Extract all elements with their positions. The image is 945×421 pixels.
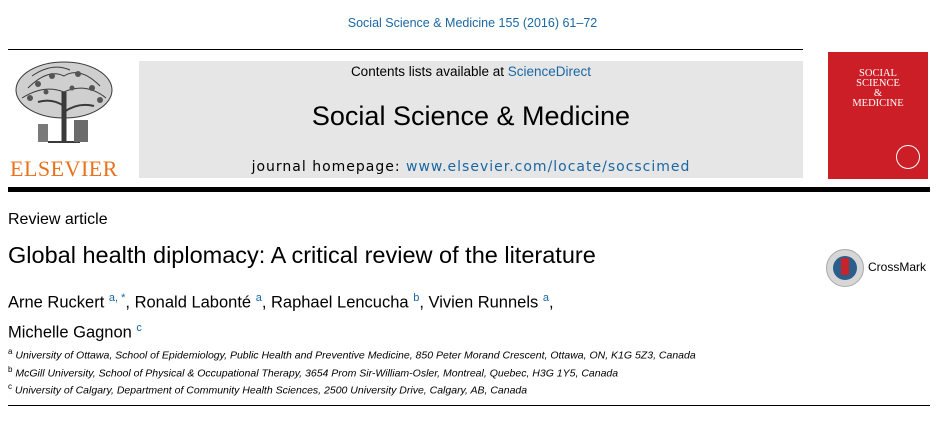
contents-prefix: Contents lists available at (350, 64, 508, 79)
citation-link[interactable]: Social Science & Medicine 155 (2016) 61–72 (347, 16, 598, 30)
header-bottom-rule (8, 187, 930, 192)
author-affiliation-mark[interactable]: a, * (108, 292, 126, 304)
affiliation-item: $^a$ University of Ottawa, School of Epidemiology, Public Health and Preventive Medicine, 850 Peter Morand Crescent, Ottawa, ON, K1G 5Z3, Canada (8, 347, 696, 362)
affiliation-item: $^c$ University of Calgary, Department of Community Health Sciences, 2500 University Drive, Calgary, AB, Canada (8, 382, 528, 397)
article-title: Global health diplomacy: A critical review of the literature (8, 242, 596, 268)
affiliation-list (8, 345, 928, 398)
author-affiliation-mark[interactable]: a (542, 292, 549, 304)
cover-line-1: SOCIAL (859, 68, 897, 79)
journal-cover-thumbnail[interactable] (828, 52, 928, 179)
author-name[interactable]: Michelle Gagnon (8, 323, 132, 341)
homepage-line (139, 159, 803, 175)
cover-line-4: MEDICINE (852, 98, 904, 109)
contents-line (139, 64, 803, 79)
cover-line-2: SCIENCE (856, 78, 900, 89)
author-name[interactable]: Vivien Runnels (428, 293, 539, 312)
author-name[interactable]: Ronald Labonté (134, 293, 252, 312)
cover-seal-icon (896, 145, 920, 169)
sciencedirect-link[interactable]: ScienceDirect (507, 64, 592, 79)
journal-citation (0, 16, 945, 30)
crossmark-button[interactable] (826, 249, 936, 287)
elsevier-logo[interactable] (8, 58, 120, 182)
journal-header-band (139, 61, 803, 178)
crossmark-label: CrossMark (868, 260, 927, 274)
header-top-rule (8, 49, 803, 50)
homepage-link[interactable]: www.elsevier.com/locate/socscimed (406, 159, 691, 175)
author-name[interactable]: Raphael Lencucha (270, 293, 409, 312)
cover-title (828, 69, 928, 109)
author-affiliation-mark[interactable]: b (413, 292, 420, 304)
article-type: Review article (8, 211, 108, 228)
elsevier-wordmark: ELSEVIER (10, 156, 118, 181)
author-affiliation-mark[interactable]: c (136, 321, 142, 334)
author-affiliation-mark[interactable]: a (255, 292, 262, 304)
cover-line-3: & (873, 88, 883, 99)
elsevier-tree-icon (8, 58, 120, 158)
section-divider (8, 405, 930, 406)
author-name[interactable]: Arne Ruckert (8, 293, 105, 312)
author-list: Arne Ruckert $^{a, *}$, Ronald Labonté $^a$, Raphael Lencucha $^b$, Vivien Runnels $^a$, Michelle Gagnon $^c$ (8, 292, 554, 341)
affiliation-item: $^b$ McGill University, School of Physical & Occupational Therapy, 3654 Prom Sir-William-Osler, Montreal, Quebec, H3G 1Y5, Canada (8, 364, 619, 379)
homepage-prefix: journal homepage: (251, 159, 407, 175)
journal-title: Social Science & Medicine (311, 101, 631, 131)
crossmark-icon (826, 249, 864, 287)
